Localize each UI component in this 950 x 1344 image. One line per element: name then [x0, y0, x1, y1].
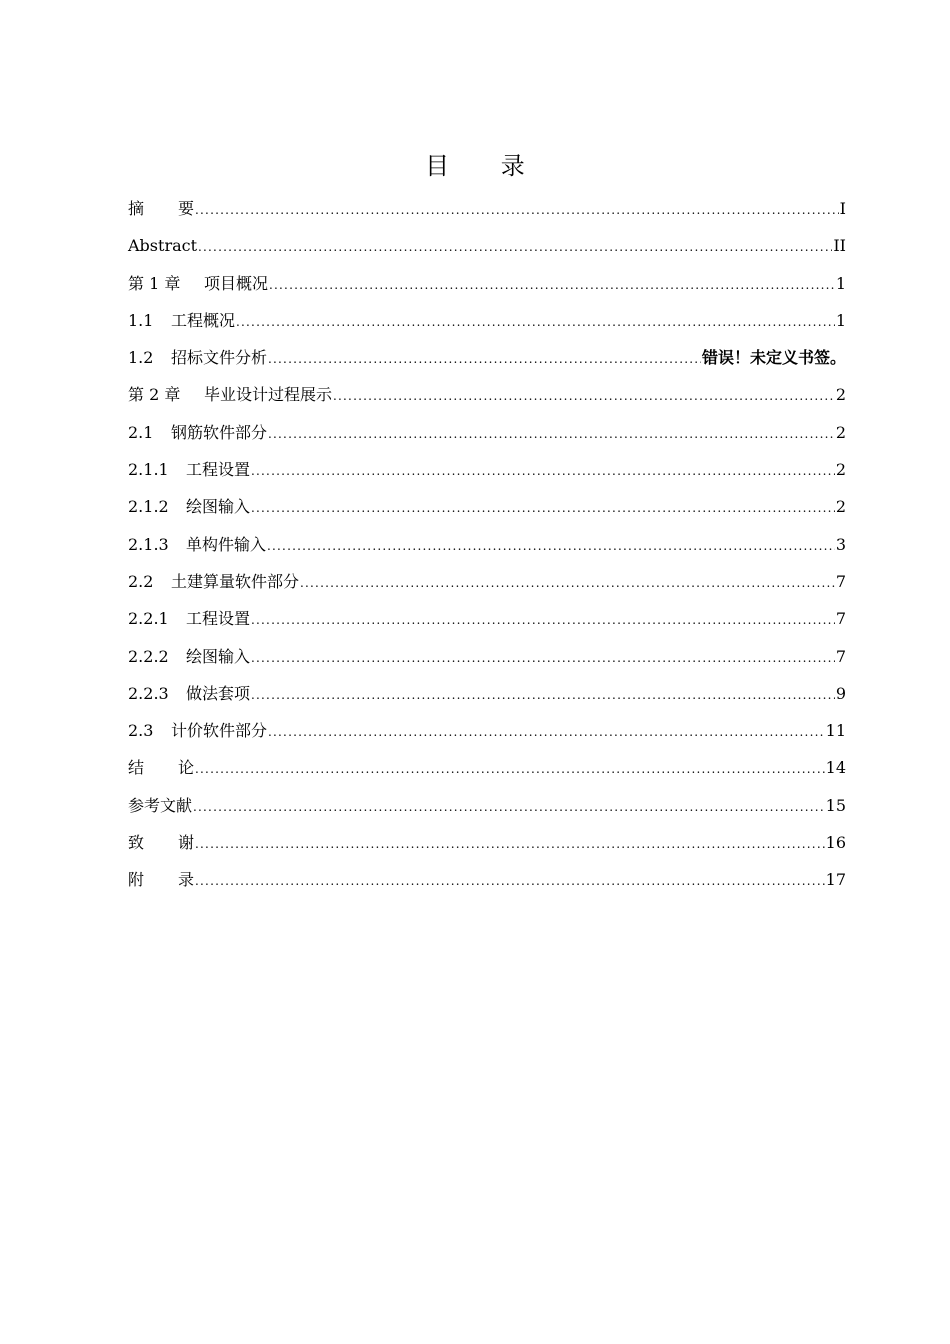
- toc-entry-text: 项目概况: [204, 273, 269, 293]
- toc-entry-number: 1.2: [128, 348, 154, 368]
- toc-entry-label: [128, 754, 194, 782]
- toc-entry-label: [128, 792, 192, 820]
- toc-entry[interactable]: [128, 307, 846, 344]
- toc-entry[interactable]: [128, 344, 846, 381]
- toc-entry-number: 1.1: [128, 310, 154, 330]
- toc-entry-text: 钢筋软件部分: [171, 422, 268, 442]
- toc-entry-label: [128, 195, 194, 223]
- toc-entry-text: 土建算量软件部分: [171, 571, 300, 591]
- toc-entry-number: 2.2.2: [128, 646, 169, 666]
- toc-dot-leader: [268, 420, 835, 448]
- toc-entry-label: [128, 270, 268, 298]
- toc-dot-leader: [251, 606, 835, 634]
- toc-entry-text: 单构件输入: [186, 534, 267, 554]
- toc-entry-label: [128, 717, 267, 745]
- toc-entry-label: [128, 456, 250, 484]
- toc-entry[interactable]: [128, 792, 846, 829]
- toc-dot-leader: [267, 532, 835, 560]
- toc-dot-leader: [195, 196, 839, 224]
- toc-entry-page: I: [839, 199, 846, 218]
- toc-entry-page: 2: [835, 385, 846, 405]
- toc-dot-leader: [195, 830, 825, 858]
- toc-dot-leader: [269, 271, 835, 299]
- toc-entry-text: 招标文件分析: [171, 348, 268, 368]
- toc-entry-label: [128, 605, 250, 633]
- toc-entry-text: 做法套项: [186, 683, 251, 703]
- toc-entry[interactable]: [128, 605, 846, 642]
- toc-entry-text: 附录: [128, 870, 195, 890]
- toc-entry-number: 第 2 章: [128, 385, 181, 405]
- toc-entry-label: [128, 829, 194, 857]
- toc-dot-leader: [268, 718, 825, 746]
- toc-entry-text: Abstract: [128, 236, 198, 256]
- table-of-contents: [128, 195, 846, 904]
- toc-entry[interactable]: [128, 195, 846, 232]
- toc-entry-number: 2.1.2: [128, 497, 169, 517]
- toc-entry-label: [128, 680, 250, 708]
- toc-entry-page: 16: [825, 833, 846, 853]
- toc-entry[interactable]: [128, 232, 846, 269]
- toc-entry[interactable]: [128, 866, 846, 903]
- toc-entry-label: [128, 643, 250, 671]
- toc-entry[interactable]: [128, 419, 846, 456]
- toc-entry-label: [128, 232, 197, 260]
- toc-entry-label: [128, 307, 235, 335]
- toc-entry-text: 绘图输入: [186, 646, 251, 666]
- toc-entry-page: 1: [835, 273, 846, 293]
- toc-entry-page: 2: [835, 460, 846, 480]
- toc-entry-page: 1: [835, 310, 846, 330]
- toc-entry[interactable]: [128, 754, 846, 791]
- toc-entry[interactable]: [128, 829, 846, 866]
- toc-entry-number: 2.1: [128, 422, 154, 442]
- toc-entry[interactable]: [128, 717, 846, 754]
- toc-entry-page: II: [833, 236, 846, 256]
- toc-dot-leader: [251, 457, 835, 485]
- toc-entry-label: [128, 419, 267, 447]
- toc-entry-page: 9: [835, 683, 846, 703]
- toc-entry-label: [128, 381, 332, 409]
- toc-entry[interactable]: [128, 643, 846, 680]
- toc-dot-leader: [300, 569, 835, 597]
- toc-entry-text: 结论: [128, 758, 195, 778]
- toc-entry-number: 2.3: [128, 721, 154, 741]
- toc-entry-text: 致谢: [128, 833, 195, 853]
- toc-entry-page: 7: [835, 571, 846, 591]
- toc-dot-leader: [251, 681, 835, 709]
- toc-entry-label: [128, 531, 266, 559]
- toc-entry[interactable]: [128, 270, 846, 307]
- toc-entry-page: 11: [825, 721, 846, 741]
- toc-entry-page: 7: [835, 609, 846, 629]
- toc-entry-page: 2: [835, 497, 846, 517]
- toc-entry-label: [128, 866, 194, 894]
- toc-entry-page: 7: [835, 646, 846, 666]
- toc-entry-text: 参考文献: [128, 795, 193, 815]
- toc-entry-number: 2.2.1: [128, 609, 169, 629]
- toc-entry-text: 毕业设计过程展示: [204, 385, 333, 405]
- toc-title: 目 录: [425, 152, 547, 180]
- toc-entry-number: 2.2.3: [128, 683, 169, 703]
- toc-entry-page: 17: [825, 870, 846, 890]
- toc-dot-leader: [268, 345, 701, 373]
- toc-dot-leader: [236, 308, 835, 336]
- toc-entry-label: [128, 493, 250, 521]
- toc-entry-text: 工程设置: [186, 460, 251, 480]
- toc-dot-leader: [251, 644, 835, 672]
- toc-dot-leader: [251, 494, 835, 522]
- toc-entry[interactable]: [128, 531, 846, 568]
- toc-entry-text: 摘要: [128, 199, 195, 218]
- toc-entry-label: [128, 344, 267, 372]
- toc-entry-number: 2.1.3: [128, 534, 169, 554]
- toc-entry-text: 工程概况: [171, 310, 236, 330]
- toc-dot-leader: [333, 382, 835, 410]
- toc-entry-number: 第 1 章: [128, 273, 181, 293]
- toc-dot-leader: [198, 233, 832, 261]
- toc-dot-leader: [193, 793, 825, 821]
- toc-entry[interactable]: [128, 456, 846, 493]
- toc-entry-page: 错误！未定义书签。: [701, 348, 846, 368]
- toc-entry-number: 2.2: [128, 571, 154, 591]
- toc-entry-text: 绘图输入: [186, 497, 251, 517]
- toc-entry[interactable]: [128, 381, 846, 418]
- toc-entry-text: 工程设置: [186, 609, 251, 629]
- toc-dot-leader: [195, 867, 825, 895]
- toc-entry-number: 2.1.1: [128, 460, 169, 480]
- toc-dot-leader: [195, 755, 825, 783]
- toc-entry-label: [128, 568, 299, 596]
- toc-entry[interactable]: [128, 568, 846, 605]
- toc-entry-page: 15: [825, 795, 846, 815]
- toc-entry[interactable]: [128, 680, 846, 717]
- toc-entry-page: 14: [825, 758, 846, 778]
- toc-entry-page: 2: [835, 422, 846, 442]
- toc-entry-page: 3: [835, 534, 846, 554]
- toc-entry-text: 计价软件部分: [171, 721, 268, 741]
- toc-entry[interactable]: [128, 493, 846, 530]
